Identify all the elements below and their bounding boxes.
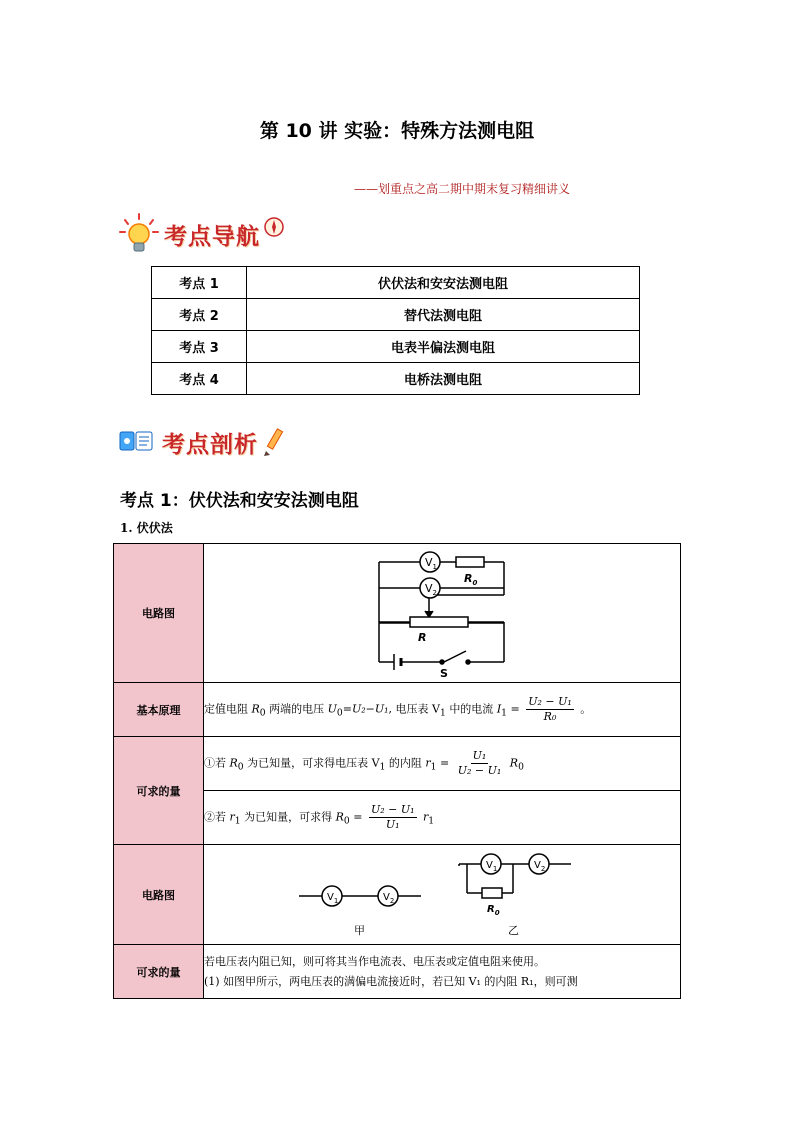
v1-label: $V_1$ [327,891,339,905]
obtain-item-2: ②若 $r_1$ 为已知量，可求得 $R_0$ = $\frac{\text{U₂ − U₁}}{\text{U₁}}$ $r_1$ [204,791,681,845]
voltmeter-pair-circuits [204,846,680,944]
r0-label: $R_0$ [464,571,478,587]
fraction: $\frac{\text{U₂ − U₁}}{\text{R₀}}$ [528,695,572,723]
page-title: 第 10 讲 实验：特殊方法测电阻 [259,120,535,142]
table-row [114,544,681,683]
subsection-heading: 1. 伏伏法 [120,521,173,535]
row-label: 基本原理 [114,683,204,737]
obtain2-text: 若电压表内阻已知，则可将其当作电流表、电压表或定值电阻来使用。 (1) 如图甲所示，两电压表的满偏电流接近时，若已知 V₁ 的内阻 R₁，则可测 [204,945,681,999]
analysis-banner [118,420,290,464]
table-row [114,683,681,737]
row-label: 电路图 [114,845,204,945]
circuit-diagram-cell [204,544,681,683]
v1-label: $V_1$ [486,859,498,873]
v2-label: $V_2$ [383,891,395,905]
figure-label-jia: 甲 [354,923,365,937]
fraction: $\frac{\text{U₂ − U₁}}{\text{U₁}}$ [370,803,415,831]
circuit-diagram-cell [204,845,681,945]
voltmeter-circuit-diagram [204,545,680,682]
analysis-banner-label: 考点剖析 [162,431,258,458]
lightbulb-icon [118,212,160,256]
principle-text: 定值电阻 $R_0$ 两端的电压 $U_0=U_2-U_1$, 电压表 $V_1$ 中的电流 $I_1$ = $\frac{\text{U₂ − U₁}}{\text{R₀}}$ 。 [204,683,681,737]
fraction: $\frac{\text{U₁}}{\text{U₂ − U₁}}$ [457,749,502,777]
row-label: 电路图 [114,544,204,683]
nav-banner-label: 考点导航 [164,223,260,250]
books-icon [118,424,158,460]
switch-label: S [440,666,448,680]
table-row [114,945,681,999]
row-label: 可求的量 [114,737,204,845]
pencil-icon [260,425,290,459]
obtain-item-1: ①若 $R_0$ 为已知量，可求得电压表 $V_1$ 的内阻 $r_1$ = $\frac{\text{U₁}}{\text{U₂ − U₁}}$ $R_0$ [204,737,681,791]
section-heading: 考点 1：伏伏法和安安法测电阻 [120,491,359,511]
compass-icon [262,215,286,239]
nav-banner [118,212,286,256]
r0-label: $R_0$ [487,903,500,917]
figure-label-yi: 乙 [508,923,519,937]
v2-label: $V_2$ [425,581,437,597]
table-row: 考点 2 替代法测电阻 [152,299,640,331]
v1-label: $V_1$ [425,555,437,571]
table-row: 考点 4 电桥法测电阻 [152,363,640,395]
table-row [114,845,681,945]
method-table [113,543,681,999]
row-label: 可求的量 [114,945,204,999]
v2-label: $V_2$ [534,859,546,873]
r-label: R [418,630,427,644]
table-row: 考点 3 电表半偏法测电阻 [152,331,640,363]
page-subtitle: ——划重点之高二期中期末复习精细讲义 [353,182,570,196]
table-row [114,737,681,791]
topic-navigation-table [151,266,640,395]
table-row: 考点 1 伏伏法和安安法测电阻 [152,267,640,299]
